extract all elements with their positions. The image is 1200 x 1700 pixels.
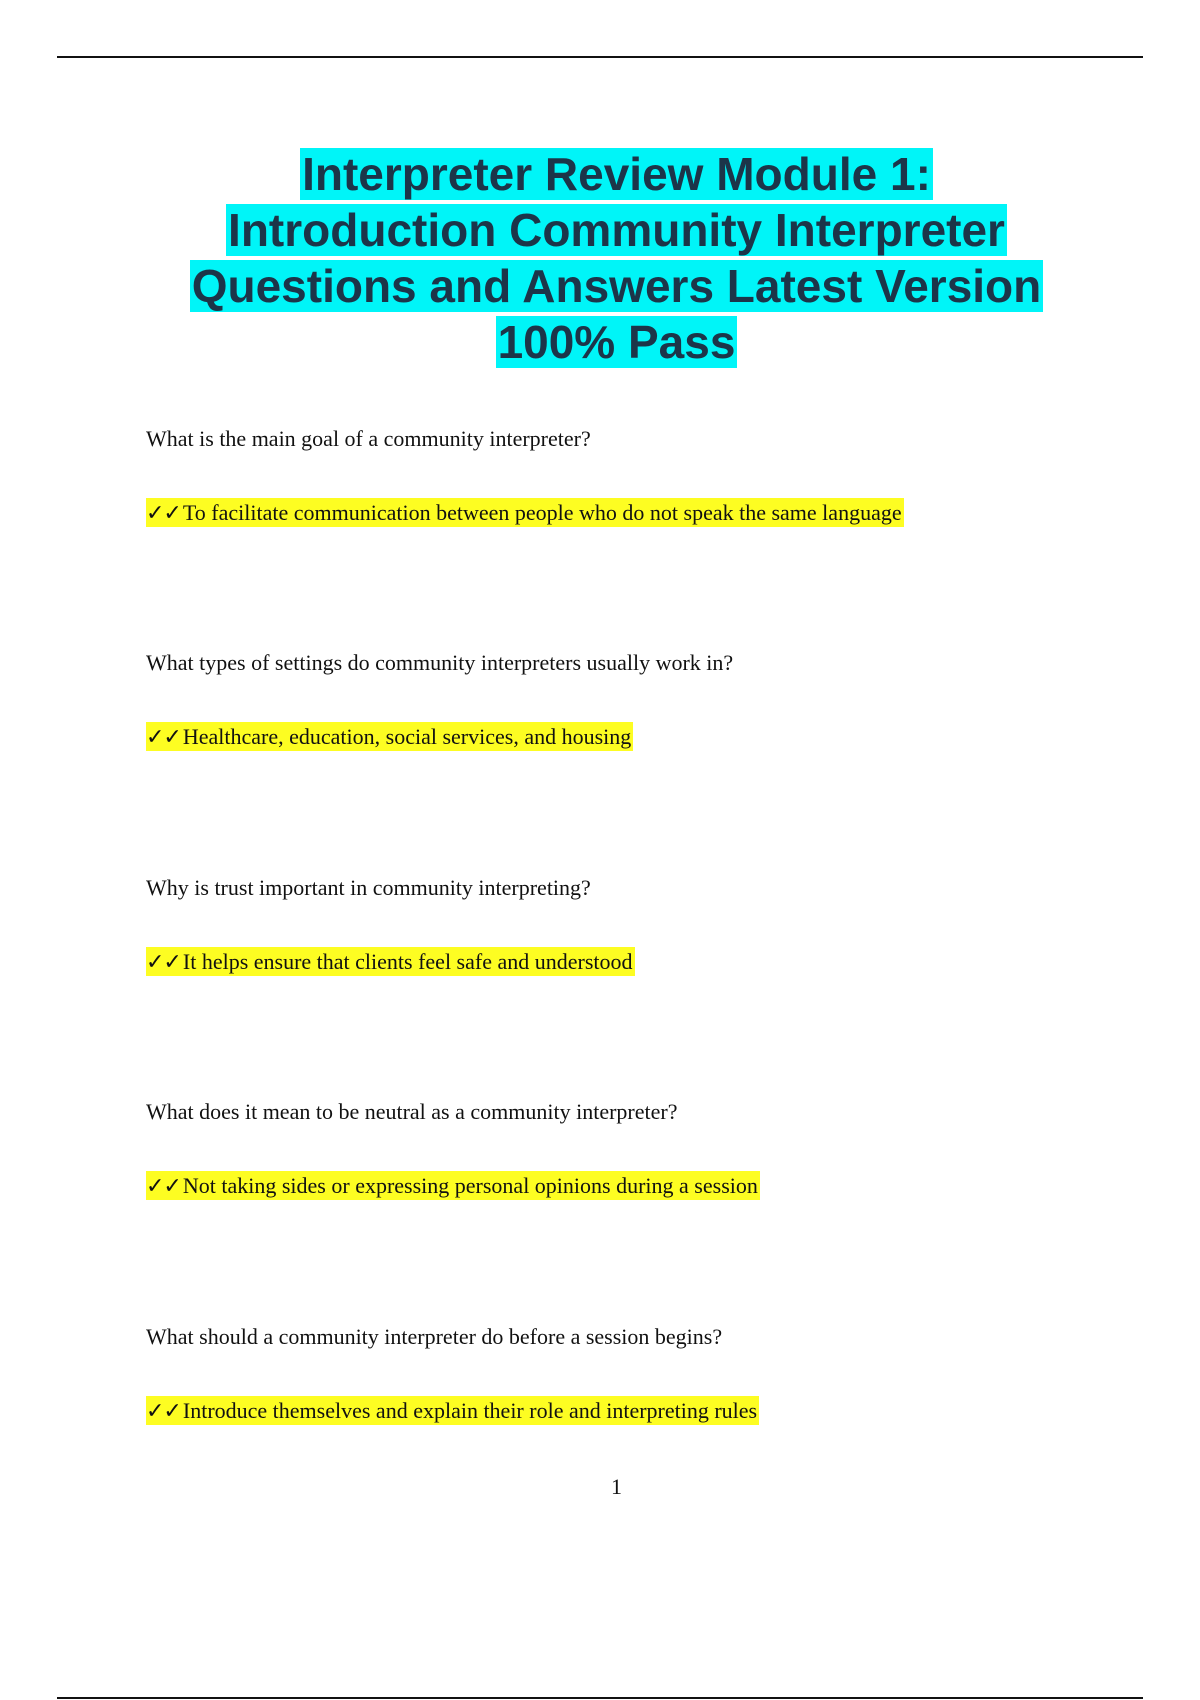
bottom-rule: [57, 1697, 1143, 1699]
title-line: Introduction Community Interpreter: [228, 204, 1005, 256]
answer-text: It helps ensure that clients feel safe and understood: [182, 949, 633, 974]
question: What types of settings do community interpreters usually work in?: [146, 650, 734, 675]
answer: [146, 498, 1146, 529]
answer-highlight: [146, 947, 635, 976]
double-check-icon: ✓✓: [146, 1399, 181, 1424]
qa-item-4: [146, 1097, 1146, 1202]
document-title: [0, 146, 1200, 370]
question: What does it mean to be neutral as a community interpreter?: [146, 1099, 678, 1124]
answer: [146, 1171, 1146, 1202]
qa-item-5: [146, 1322, 1146, 1427]
answer-highlight: [146, 498, 904, 527]
answer-highlight: [146, 1396, 759, 1425]
answer: [146, 947, 1146, 978]
answer-text: To facilitate communication between people who do not speak the same language: [182, 500, 902, 525]
title-line: Interpreter Review Module 1:: [302, 148, 931, 200]
answer-text: Introduce themselves and explain their role and interpreting rules: [182, 1398, 758, 1423]
qa-item-3: [146, 873, 1146, 978]
double-check-icon: ✓✓: [146, 1174, 181, 1199]
qa-item-2: [146, 648, 1146, 753]
title-line: Questions and Answers Latest Version: [191, 260, 1042, 312]
question: What is the main goal of a community interpreter?: [146, 426, 591, 451]
title-line: 100% Pass: [497, 316, 736, 368]
answer: [146, 1396, 1146, 1427]
page-number: 1: [611, 1474, 622, 1499]
double-check-icon: ✓✓: [146, 501, 181, 526]
question: Why is trust important in community interpreting?: [146, 875, 591, 900]
double-check-icon: ✓✓: [146, 950, 181, 975]
answer-text: Healthcare, education, social services, and housing: [182, 724, 632, 749]
question: What should a community interpreter do before a session begins?: [146, 1324, 723, 1349]
double-check-icon: ✓✓: [146, 725, 181, 750]
answer-text: Not taking sides or expressing personal opinions during a session: [182, 1173, 758, 1198]
answer-highlight: [146, 722, 633, 751]
answer-highlight: [146, 1171, 760, 1200]
top-rule: [57, 56, 1143, 58]
qa-item-1: [146, 424, 1146, 529]
answer: [146, 722, 1146, 753]
